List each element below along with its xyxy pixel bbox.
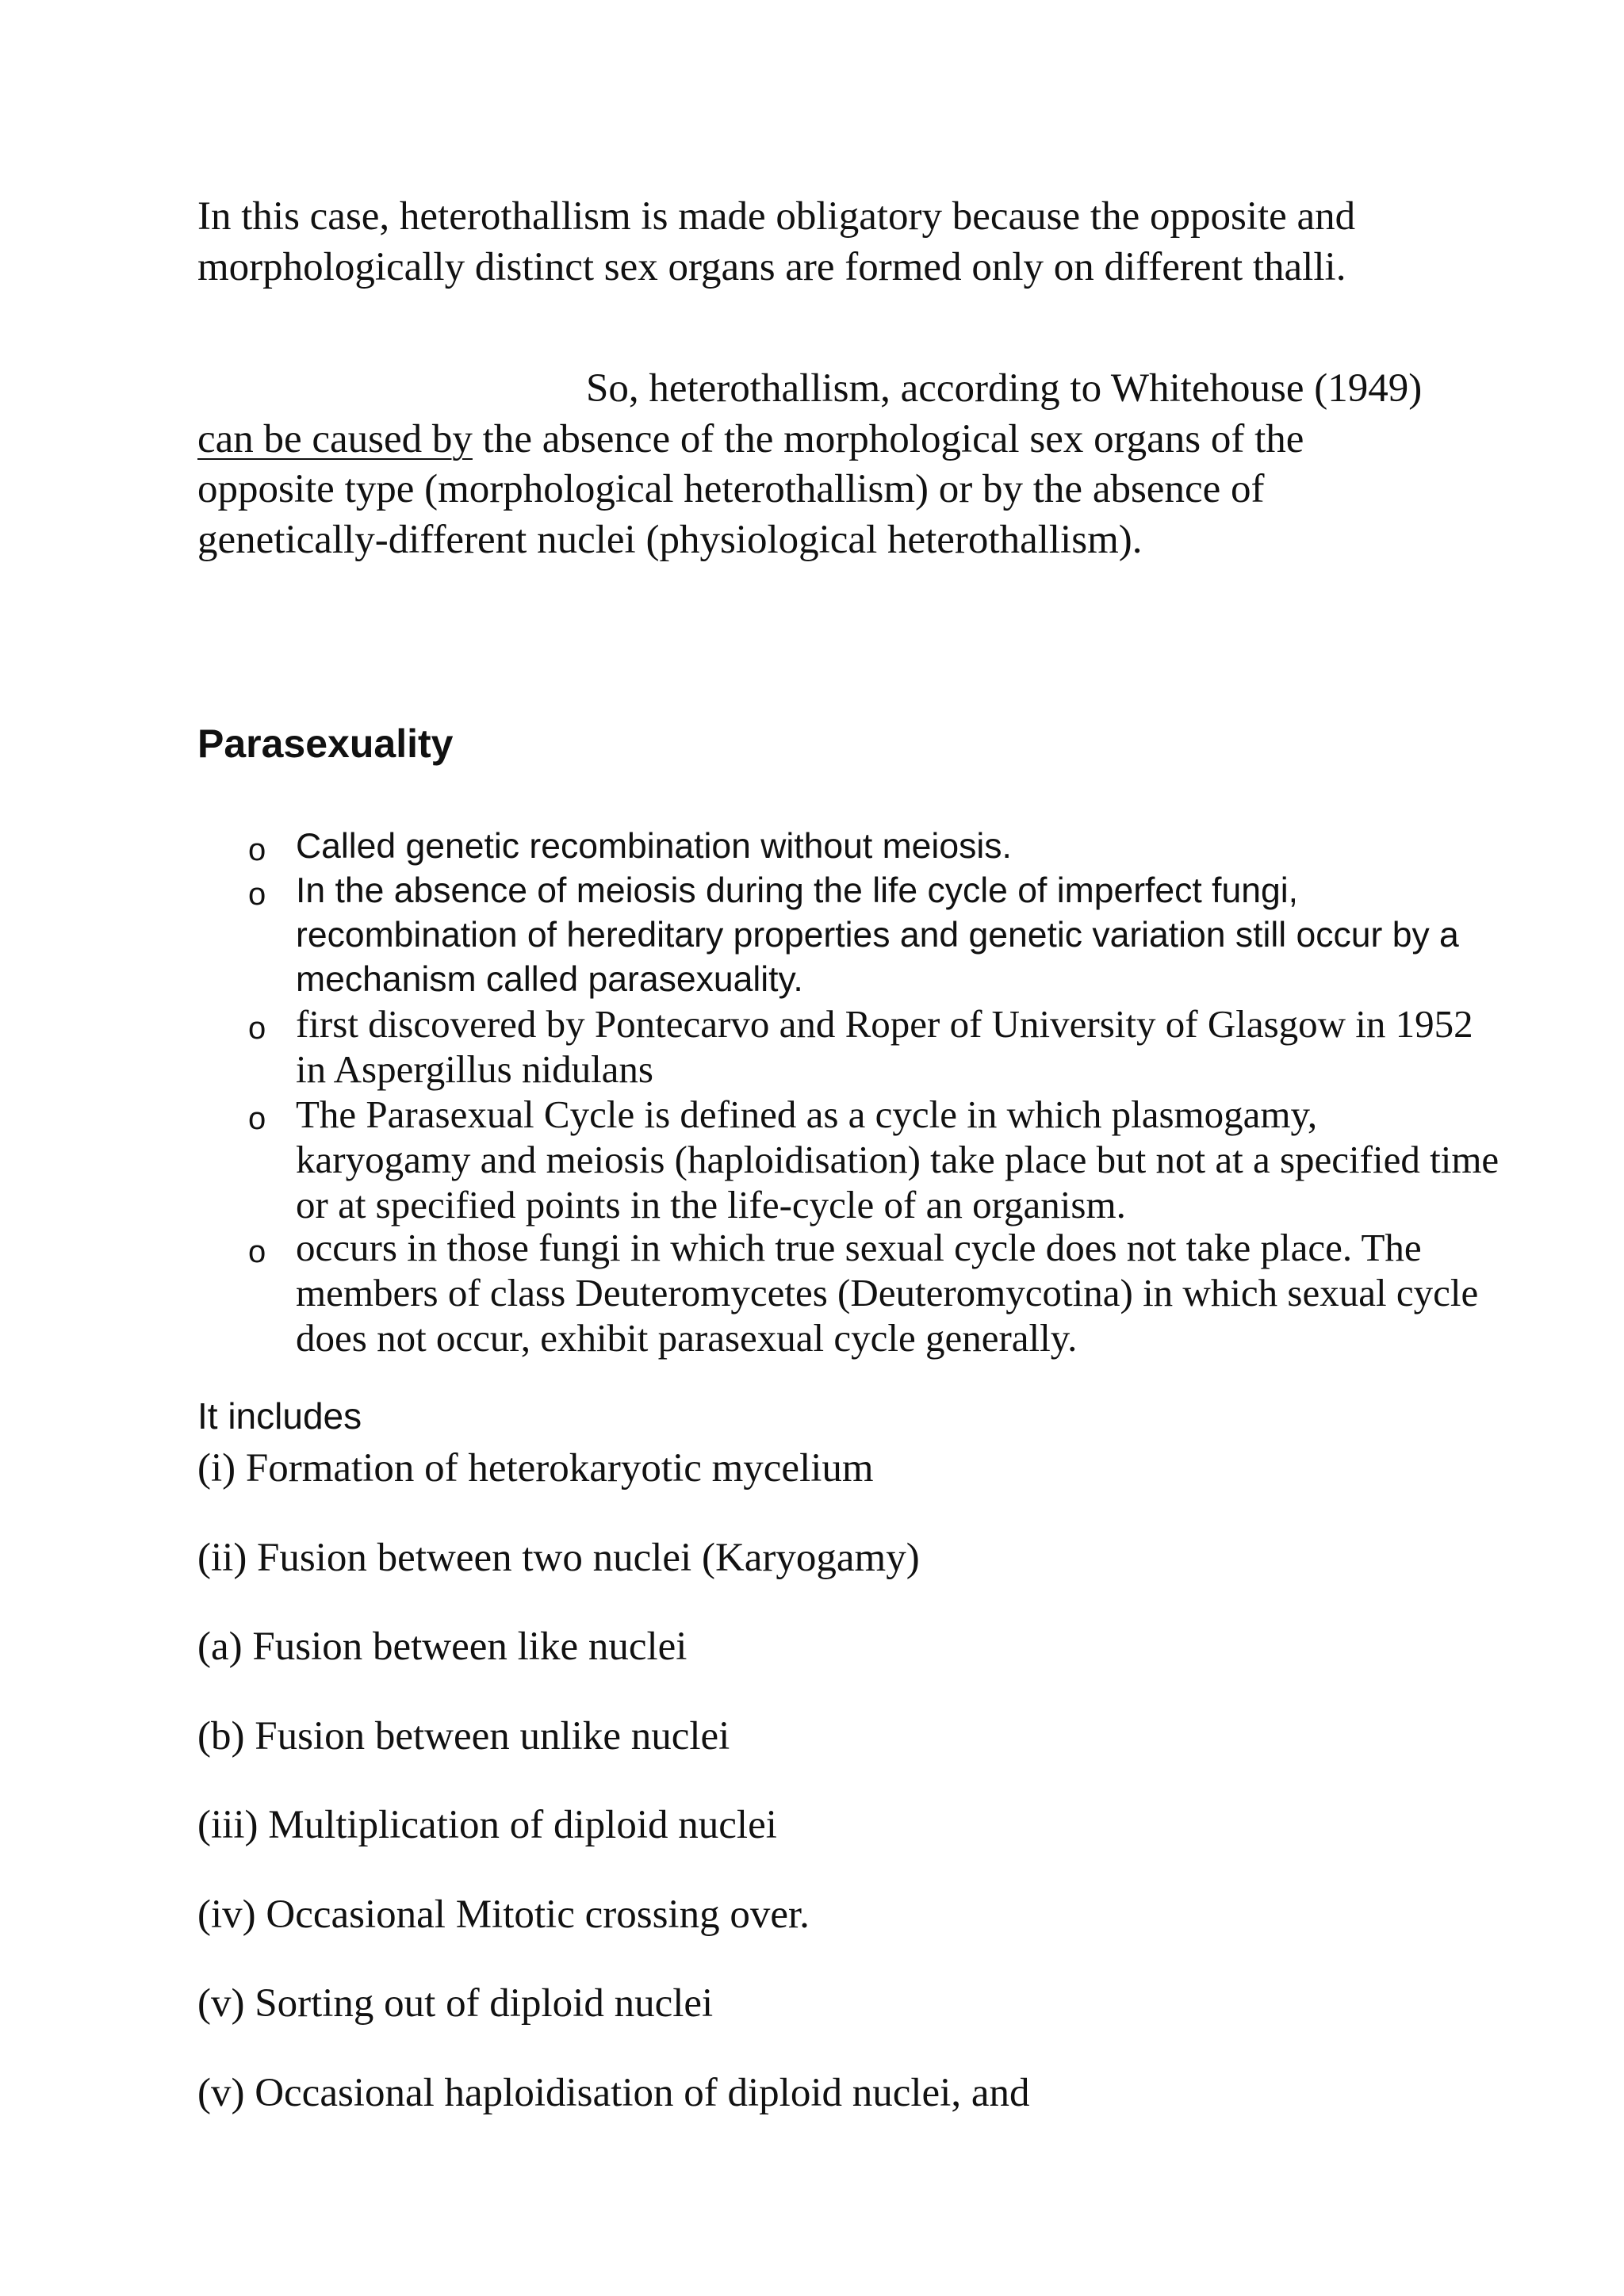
bullet-text: Called genetic recombination without meiosis. [296,827,1012,866]
step-item: (a) Fusion between like nuclei [197,1624,688,1669]
bullet-marker: o [248,1011,266,1046]
bullet-text: first discovered by Pontecarvo and Roper of University of Glasgow in 1952 in Aspergillus nidulans [296,1002,1473,1091]
section-heading: Parasexuality [197,721,454,766]
bullet-text: The Parasexual Cycle is defined as a cycle in which plasmogamy, karyogamy and meiosis (haploidisation) take place but not at a specified time or at specified points in the life-cycle of an organism. [296,1093,1500,1226]
paragraph-text-part2: the absence of the morphological sex organs of the opposite type (morphological heterothallism) or by the absence of genetically-different nuclei (physiological heterothallism). [197,416,1304,562]
step-item: (iv) Occasional Mitotic crossing over. [197,1892,810,1937]
paragraph-heterothallism-causes [197,364,1450,565]
includes-label: It includes [197,1395,362,1437]
step-item: (b) Fusion between unlike nuclei [197,1714,730,1758]
bullet-text: In the absence of meiosis during the life cycle of imperfect fungi, recombination of hereditary properties and genetic variation still occur by a mechanism called parasexuality. [296,871,1459,999]
step-item: (ii) Fusion between two nuclei (Karyogamy) [197,1536,920,1580]
bullet-text: occurs in those fungi in which true sexual cycle does not take place. The members of class Deuteromycetes (Deuteromycotina) in which sexual cycle does not occur, exhibit parasexual cycle generally. [296,1226,1479,1360]
bullet-marker: o [248,1234,266,1269]
step-item: (v) Occasional haploidisation of diploid nuclei, and [197,2071,1030,2115]
bullet-marker: o [248,832,266,867]
step-item: (iii) Multiplication of diploid nuclei [197,1803,777,1847]
paragraph-text-part1: So, heterothallism, according to Whitehouse (1949) [586,366,1423,411]
paragraph-heterothallism-obligatory: In this case, heterothallism is made obligatory because the opposite and morphologically distinct sex organs are formed only on different thalli. [197,194,1356,289]
bullet-marker: o [248,877,266,912]
bullet-marker: o [248,1101,266,1136]
step-item: (i) Formation of heterokaryotic mycelium [197,1446,874,1490]
step-item: (v) Sorting out of diploid nuclei [197,1981,714,2026]
underlined-phrase: can be caused by [197,416,473,461]
